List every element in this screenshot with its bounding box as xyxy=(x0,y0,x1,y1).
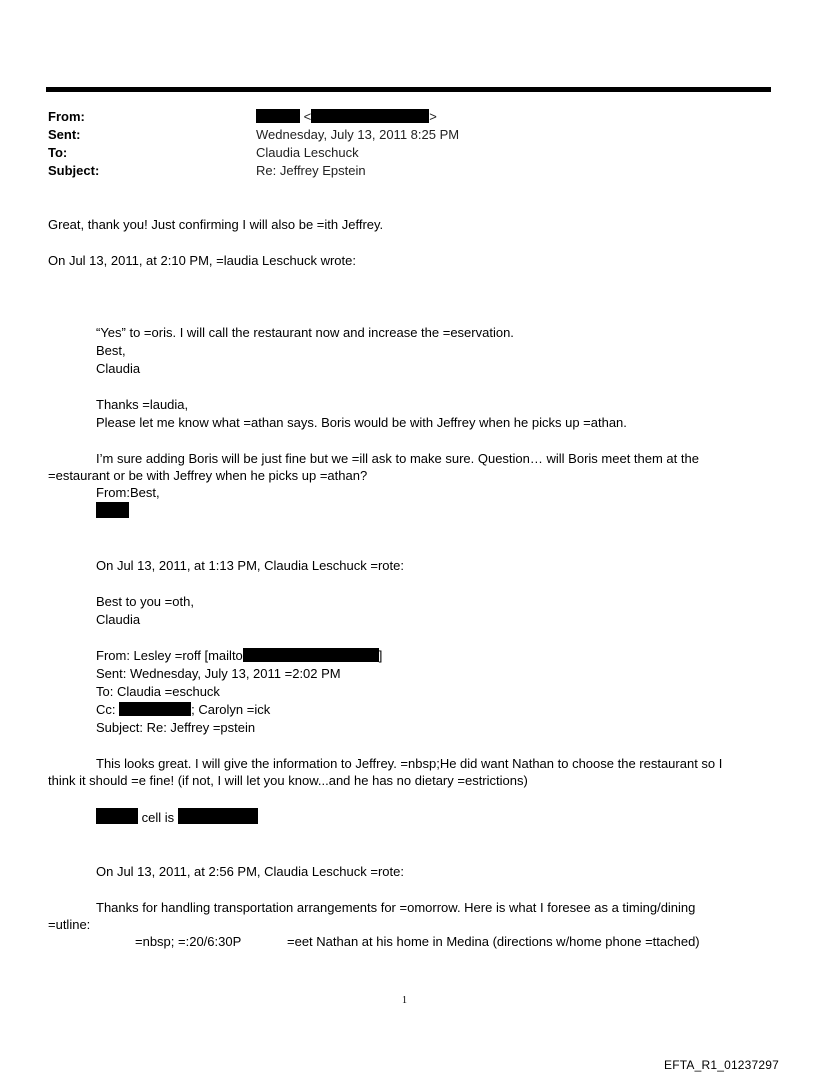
redacted-signature xyxy=(96,502,129,520)
quoted-line: On Jul 13, 2011, at 1:13 PM, Claudia Leschuck =rote: xyxy=(96,558,404,573)
subject-label: Subject: xyxy=(48,163,100,178)
timing-desc: =eet Nathan at his home in Medina (directions w/home phone =ttached) xyxy=(287,934,700,949)
page-number: 1 xyxy=(402,995,407,1006)
cell-line xyxy=(96,808,258,826)
sent-value: Wednesday, July 13, 2011 8:25 PM xyxy=(256,127,460,142)
subject-value: Re: Jeffrey Epstein xyxy=(256,163,366,178)
redaction-block xyxy=(311,109,429,123)
body-line: think it should =e fine! (if not, I will let you know...and he has no dietary =estrictions) xyxy=(48,773,528,788)
redaction-block xyxy=(96,808,138,824)
quoted-line: =estaurant or be with Jeffrey when he picks up =athan? xyxy=(48,468,368,483)
quoted-line: From:Best, xyxy=(96,485,160,500)
redaction-block xyxy=(243,648,379,662)
body-line: Great, thank you! Just confirming I will also be =ith Jeffrey. xyxy=(48,217,384,232)
timing-time: =nbsp; =:20/6:30P xyxy=(135,934,242,949)
redaction-block xyxy=(256,109,300,123)
forward-cc-label: Cc: xyxy=(96,702,116,717)
from-open-bracket: < xyxy=(303,109,312,124)
quoted-line: Best to you =oth, xyxy=(96,594,194,609)
body-line: Thanks for handling transportation arrangements for =omorrow. Here is what I foresee as a timing/dining xyxy=(96,900,696,915)
redaction-block xyxy=(96,502,129,518)
forward-to: To: Claudia =eschuck xyxy=(96,684,220,699)
body-line: This looks great. I will give the information to Jeffrey. =nbsp;He did want Nathan to choose the restaurant so I xyxy=(96,756,723,771)
to-value: Claudia Leschuck xyxy=(256,145,359,160)
body-line: On Jul 13, 2011, at 2:10 PM, =laudia Leschuck wrote: xyxy=(48,253,356,268)
forward-sent: Sent: Wednesday, July 13, 2011 =2:02 PM xyxy=(96,666,341,681)
from-value xyxy=(256,108,437,125)
quoted-line: I’m sure adding Boris will be just fine but we =ill ask to make sure. Question… will Boris meet them at the xyxy=(96,451,699,466)
forward-cc-text: ; Carolyn =ick xyxy=(191,702,271,717)
redaction-block xyxy=(178,808,258,824)
quoted-line: Claudia xyxy=(96,612,141,627)
from-close-bracket: > xyxy=(429,109,437,124)
from-label: From: xyxy=(48,109,85,124)
quoted-line: “Yes” to =oris. I will call the restaurant now and increase the =eservation. xyxy=(96,325,514,340)
quoted-line: Best, xyxy=(96,343,126,358)
cell-text: cell is xyxy=(141,810,175,825)
to-label: To: xyxy=(48,145,68,160)
bates-number: EFTA_R1_01237297 xyxy=(664,1058,780,1072)
quoted-line: Thanks =laudia, xyxy=(96,397,189,412)
header-rule xyxy=(46,87,771,92)
quoted-line: Claudia xyxy=(96,361,141,376)
quoted-line: Please let me know what =athan says. Boris would be with Jeffrey when he picks up =athan. xyxy=(96,415,627,430)
forward-from-text: From: Lesley =roff [mailto xyxy=(96,648,243,663)
quoted-line: On Jul 13, 2011, at 2:56 PM, Claudia Leschuck =rote: xyxy=(96,864,404,879)
body-line: =utline: xyxy=(48,917,91,932)
forward-from xyxy=(96,647,382,664)
redaction-block xyxy=(119,702,191,716)
sent-label: Sent: xyxy=(48,127,81,142)
forward-subject: Subject: Re: Jeffrey =pstein xyxy=(96,720,256,735)
forward-cc xyxy=(96,701,270,718)
forward-from-close: ] xyxy=(378,648,383,663)
